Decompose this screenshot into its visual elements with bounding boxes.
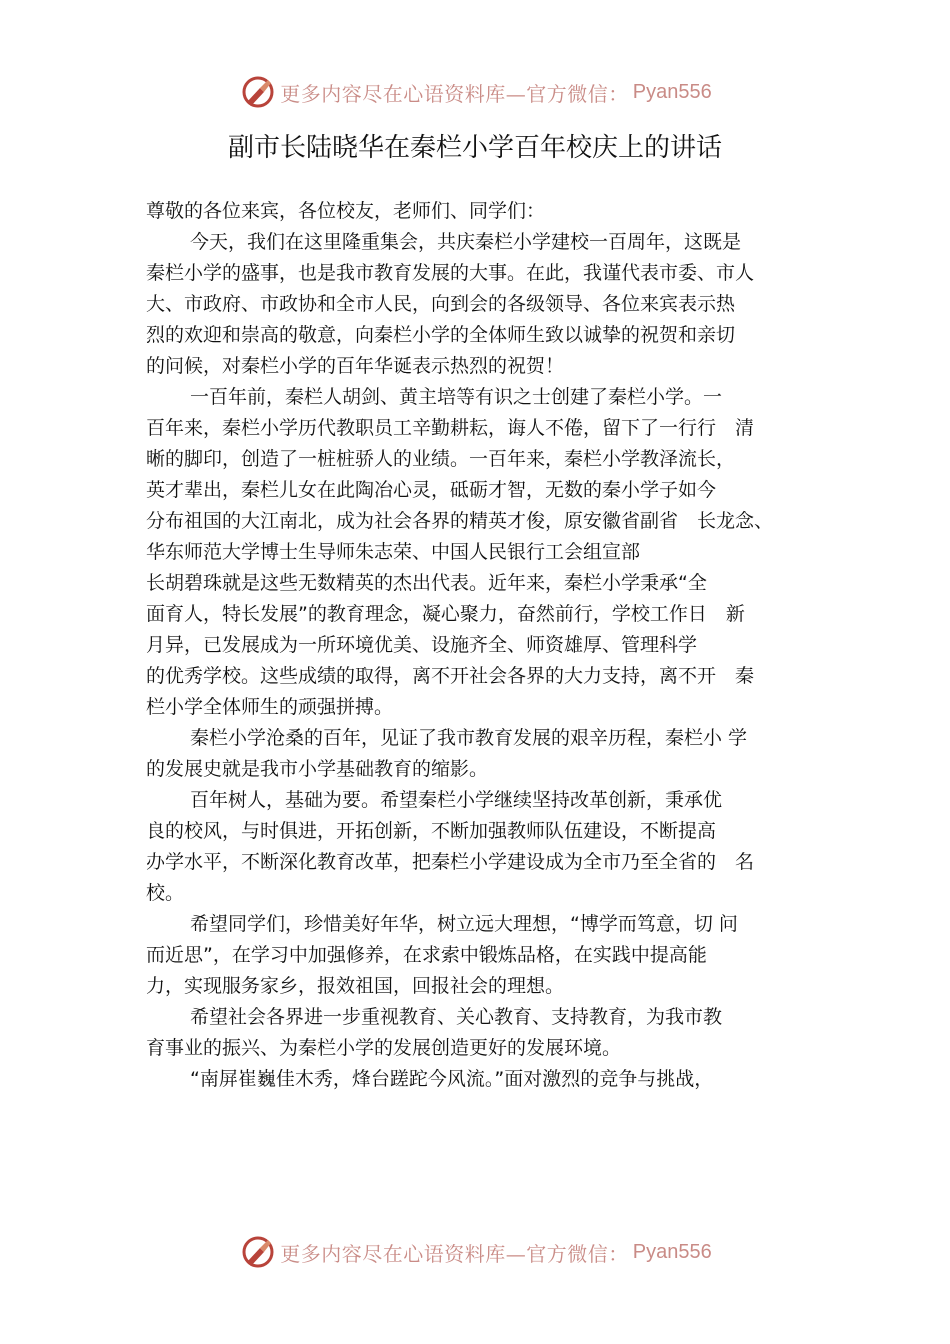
banner-wechat: Pyan556 (632, 80, 712, 103)
text-line: 秦栏小学的盛事，也是我市教育发展的大事。在此，我谨代表市委、市人 (146, 262, 755, 284)
text-line: 秦栏小学沧桑的百年，见证了我市教育发展的艰辛历程，秦栏小 学 (190, 727, 748, 749)
text-line: 力，实现服务家乡，报效祖国，回报社会的理想。 (146, 975, 565, 997)
text-line: “南屏崔巍佳木秀，烽台蹉跎今风流。”面对激烈的竞争与挑战， (190, 1068, 714, 1090)
text-line: 分布祖国的大江南北，成为社会各界的精英才俊，原安徽省副省 长龙念、 (146, 510, 774, 532)
text-line: 良的校风，与时俱进，开拓创新，不断加强教师队伍建设，不断提高 (146, 820, 717, 842)
text-line: 育事业的振兴、为秦栏小学的发展创造更好的发展环境。 (146, 1037, 622, 1059)
banner-text: 更多内容尽在心语资料库—官方微信： (280, 81, 629, 106)
text-line: 校。 (146, 882, 185, 904)
banner-wechat: Pyan556 (632, 1240, 712, 1263)
text-line: 的优秀学校。这些成绩的取得，离不开社会各界的大力支持，离不开 秦 (146, 665, 755, 687)
text-line: 面育人，特长发展”的教育理念，凝心聚力，奋然前行，学校工作日 新 (146, 603, 745, 625)
text-line: 今天，我们在这里隆重集会，共庆秦栏小学建校一百周年，这既是 (190, 231, 742, 253)
header-banner (0, 72, 950, 112)
text-line: 希望同学们，珍惜美好年华，树立远大理想，“博学而笃意，切 问 (190, 913, 738, 935)
footer-banner (0, 1232, 950, 1272)
text-line: 一百年前，秦栏人胡剑、黄主培等有识之士创建了秦栏小学。一 (190, 386, 723, 408)
logo-icon (238, 1232, 278, 1272)
text-line: 而近思”，在学习中加强修养，在求索中锻炼品格，在实践中提高能 (146, 944, 707, 966)
banner-text: 更多内容尽在心语资料库—官方微信： (280, 1241, 629, 1266)
logo-icon (238, 72, 278, 112)
text-line: 大、市政府、市政协和全市人民，向到会的各级领导、各位来宾表示热 (146, 293, 736, 315)
text-line: 月异，已发展成为一所环境优美、设施齐全、师资雄厚、管理科学 (146, 634, 698, 656)
text-line: 百年来，秦栏小学历代教职员工辛勤耕耘，诲人不倦，留下了一行行 清 (146, 417, 755, 439)
text-line: 百年树人，基础为要。希望秦栏小学继续坚持改革创新，秉承优 (190, 789, 723, 811)
text-line: 办学水平，不断深化教育改革，把秦栏小学建设成为全市乃至全省的 名 (146, 851, 755, 873)
text-line: 英才辈出，秦栏儿女在此陶冶心灵，砥砺才智，无数的秦小学子如今 (146, 479, 717, 501)
text-line: 晰的脚印，创造了一桩桩骄人的业绩。一百年来，秦栏小学教泽流长， (146, 448, 736, 470)
text-line: 华东师范大学博士生导师朱志荣、中国人民银行工会组宣部 (146, 541, 641, 563)
text-line: 的问候，对秦栏小学的百年华诞表示热烈的祝贺！ (146, 355, 565, 377)
document-title: 副市长陆晓华在秦栏小学百年校庆上的讲话 (227, 133, 722, 163)
text-line: 烈的欢迎和崇高的敬意，向秦栏小学的全体师生致以诚挚的祝贺和亲切 (146, 324, 736, 346)
text-line: 栏小学全体师生的顽强拼搏。 (146, 696, 394, 718)
text-line: 希望社会各界进一步重视教育、关心教育、支持教育，为我市教 (190, 1006, 723, 1028)
text-line: 长胡碧珠就是这些无数精英的杰出代表。近年来，秦栏小学秉承“全 (146, 572, 707, 594)
text-line: 的发展史就是我市小学基础教育的缩影。 (146, 758, 489, 780)
speech-body (146, 196, 826, 1095)
text-line: 尊敬的各位来宾，各位校友，老师们、同学们： (146, 200, 546, 222)
